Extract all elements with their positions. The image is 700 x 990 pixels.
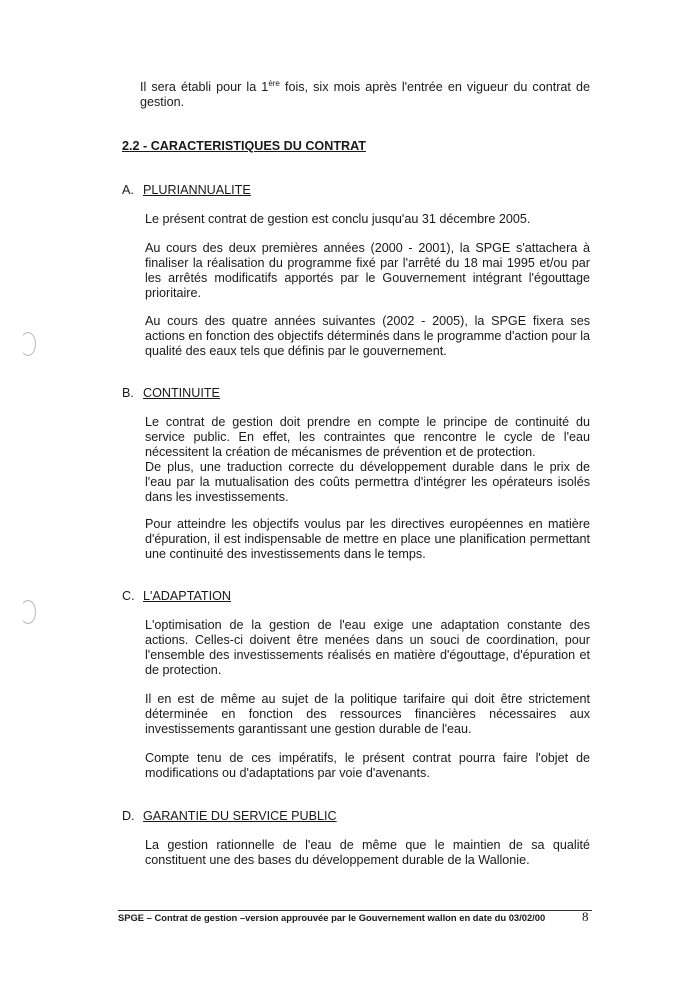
- punch-hole-mark: [20, 600, 36, 624]
- paragraph: Le présent contrat de gestion est conclu jusqu'au 31 décembre 2005.: [145, 212, 531, 226]
- intro-paragraph: Il sera établi pour la 1ère fois, six mois après l'entrée en vigueur du contrat de gestion.: [140, 78, 590, 109]
- paragraph: Au cours des quatre années suivantes (2002 - 2005), la SPGE fixera ses actions en fonction des objectifs déterminés dans le programme d'action pour la qualité des eaux tels que définis par le gouvernement.: [145, 314, 590, 358]
- subsection-heading-b: B. CONTINUITE: [122, 386, 220, 400]
- paragraph: Pour atteindre les objectifs voulus par les directives européennes en matière d'épuration, il est indispensable de mettre en place une planification permettant une continuité des investissements dans le temps.: [145, 517, 590, 561]
- subsection-heading-a: A. PLURIANNUALITE: [122, 183, 251, 197]
- paragraph: La gestion rationnelle de l'eau de même que le maintien de sa qualité constituent une des bases du développement durable de la Wallonie.: [145, 838, 590, 867]
- subsection-heading-c: C. L'ADAPTATION: [122, 589, 232, 603]
- punch-hole-mark: [20, 332, 36, 356]
- paragraph: L'optimisation de la gestion de l'eau exige une adaptation constante des actions. Celles-ci doivent être menées dans un souci de coordination, pour l'ensemble des investissements réalisés en matière d'égouttage, d'épuration et de protection.: [145, 618, 590, 677]
- paragraph: Au cours des deux premières années (2000 - 2001), la SPGE s'attachera à finaliser la réalisation du programme fixé par l'arrêté du 18 mai 1995 et/ou par les arrêtés modificatifs apportés par le Gouvernement intégrant l'égouttage prioritaire.: [145, 241, 590, 300]
- superscript: ère: [268, 78, 280, 88]
- paragraph: Compte tenu de ces impératifs, le présent contrat pourra faire l'objet de modifications ou d'adaptations par voie d'avenants.: [145, 751, 590, 780]
- paragraph: De plus, une traduction correcte du développement durable dans le prix de l'eau par la mutualisation des coûts permettra d'intégrer les opérateurs isolés dans les investissements.: [145, 460, 590, 504]
- section-title: 2.2 - CARACTERISTIQUES DU CONTRAT: [122, 139, 366, 153]
- page-footer: SPGE – Contrat de gestion –version approuvée par le Gouvernement wallon en date du 03/02/00: [118, 912, 546, 923]
- paragraph: Le contrat de gestion doit prendre en compte le principe de continuité du service public. En effet, les contraintes que rencontre le cycle de l'eau nécessitent la création de mécanismes de prévention et de protection.: [145, 415, 590, 459]
- footer-divider: [118, 910, 592, 911]
- subsection-heading-d: D. GARANTIE DU SERVICE PUBLIC: [122, 809, 337, 823]
- page-number: 8: [582, 909, 589, 924]
- paragraph: Il en est de même au sujet de la politique tarifaire qui doit être strictement déterminée en fonction des ressources financières nécessaires aux investissements garantissant une gestion durable de l'eau.: [145, 692, 590, 736]
